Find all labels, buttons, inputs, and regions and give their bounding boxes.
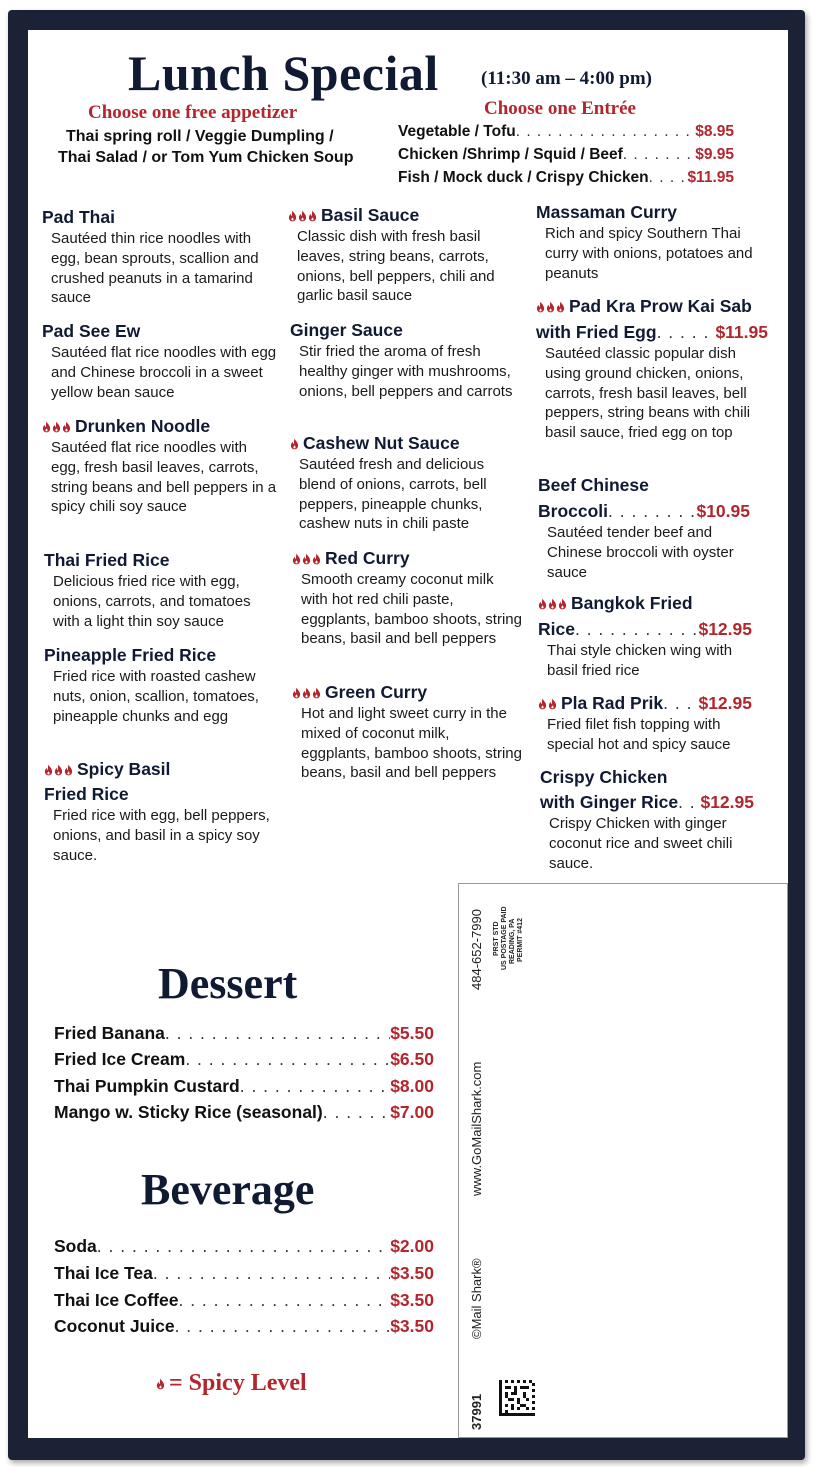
entree-row: Fish / Mock duck / Crispy Chicken . . . $11.95 bbox=[398, 169, 734, 187]
dish-pad-kra-prow bbox=[536, 296, 768, 443]
dish-name: Red Curry bbox=[325, 548, 410, 568]
dish-price: $11.95 bbox=[715, 322, 768, 342]
lunch-hours: (11:30 am – 4:00 pm) bbox=[481, 68, 652, 89]
chili-flame-icon bbox=[292, 687, 321, 699]
dessert-title: Dessert bbox=[158, 959, 298, 1008]
dish-name: Cashew Nut Sauce bbox=[303, 433, 460, 453]
dish-description: Rich and spicy Southern Thai curry with onions, potatoes and peanuts bbox=[545, 225, 753, 282]
dish-spicy-basil-fried-rice bbox=[44, 759, 279, 865]
dish-description: Fried filet fish topping with special hot and spicy sauce bbox=[547, 716, 731, 753]
dish-description: Delicious fried rice with egg, onions, carrots, and tomatoes with a light thin soy sauce bbox=[53, 573, 251, 630]
dish-massaman-curry bbox=[536, 202, 768, 283]
dish-name: Thai Fried Rice bbox=[44, 550, 170, 570]
dish-name: Pla Rad Prik bbox=[561, 693, 664, 713]
dish-cashew-nut-sauce bbox=[290, 433, 520, 534]
dish-name: Beef Chinese bbox=[538, 475, 649, 495]
beverage-item: Soda . . . $2.00 bbox=[54, 1236, 434, 1257]
beverage-item: Coconut Juice . . . $3.50 bbox=[54, 1316, 434, 1337]
dish-description: Sautéed fresh and delicious blend of onions, carrots, bell peppers, pineapple chunks, cashew nuts in chili paste bbox=[299, 456, 487, 533]
dish-description: Sautéed flat rice noodles with egg, fresh basil leaves, carrots, string beans and bell peppers in a spicy chili soy sauce bbox=[51, 439, 277, 516]
beverage-item: Thai Ice Tea . . . $3.50 bbox=[54, 1263, 434, 1284]
dish-description: Sautéed classic popular dish using ground chicken, onions, carrots, fresh basil leaves, bell peppers, string beans with chili basil sauce, fried egg on top bbox=[545, 345, 751, 442]
dish-name: Ginger Sauce bbox=[290, 320, 403, 340]
beverage-title: Beverage bbox=[141, 1165, 315, 1214]
postal-website: www.GoMailShark.com bbox=[469, 1061, 484, 1196]
appetizer-options-line1: Thai spring roll / Veggie Dumpling / bbox=[66, 128, 334, 145]
dish-pineapple-fried-rice bbox=[44, 645, 279, 726]
dish-red-curry bbox=[292, 548, 522, 649]
datamatrix-code-icon bbox=[499, 1380, 535, 1416]
dish-name-line2: Fried Rice bbox=[44, 784, 129, 804]
dish-name: Pineapple Fried Rice bbox=[44, 645, 217, 665]
dish-description: Stir fried the aroma of fresh healthy ginger with mushrooms, onions, bell peppers and carrots bbox=[299, 343, 513, 400]
dish-pla-rad-prik bbox=[538, 693, 752, 755]
postal-permit-line: READING, PA bbox=[509, 918, 516, 964]
chili-flame-icon bbox=[538, 598, 567, 610]
dish-name: Basil Sauce bbox=[321, 205, 420, 225]
dish-name-line2: Rice bbox=[538, 619, 575, 639]
dish-description: Sautéed flat rice noodles with egg and Chinese broccoli in a sweet yellow bean sauce bbox=[51, 344, 277, 401]
dish-basil-sauce bbox=[288, 205, 518, 306]
dish-beef-chinese-broccoli bbox=[538, 475, 750, 582]
postal-indicia-panel bbox=[458, 883, 788, 1438]
spicy-legend bbox=[156, 1370, 307, 1397]
chili-flame-icon bbox=[156, 1378, 165, 1390]
dish-price: $12.95 bbox=[700, 792, 754, 812]
dish-description: Hot and light sweet curry in the mixed of coconut milk, eggplants, bamboo shoots, string beans, basil and bell peppers bbox=[301, 705, 522, 782]
dish-ginger-sauce bbox=[290, 320, 520, 401]
postal-phone: 484-652-7990 bbox=[469, 909, 484, 990]
dish-description: Thai style chicken wing with basil fried rice bbox=[547, 642, 733, 679]
beverage-item: Thai Ice Coffee . . . $3.50 bbox=[54, 1290, 434, 1311]
dish-pad-thai bbox=[42, 207, 277, 308]
chili-flame-icon bbox=[292, 553, 321, 565]
dish-name: Green Curry bbox=[325, 682, 428, 702]
appetizer-heading: Choose one free appetizer bbox=[88, 102, 298, 123]
dish-crispy-chicken-ginger-rice bbox=[540, 767, 754, 873]
menu-page bbox=[28, 30, 788, 1438]
dish-description: Sautéed tender beef and Chinese broccoli with oyster sauce bbox=[547, 524, 734, 581]
dish-drunken-noodle bbox=[42, 416, 277, 517]
dish-green-curry bbox=[292, 682, 522, 783]
chili-flame-icon bbox=[42, 421, 71, 433]
dish-name-line2: Broccoli bbox=[538, 501, 609, 521]
dessert-item: Mango w. Sticky Rice (seasonal) . . . $7.00 bbox=[54, 1102, 434, 1123]
dish-description: Sautéed thin rice noodles with egg, bean sprouts, scallion and crushed peanuts in a tamarind sauce bbox=[51, 230, 259, 307]
dish-description: Classic dish with fresh basil leaves, string beans, carrots, onions, bell peppers, chili and garlic basil sauce bbox=[297, 228, 495, 305]
chili-flame-icon bbox=[290, 438, 299, 450]
dish-pad-see-ew bbox=[42, 321, 277, 402]
chili-flame-icon bbox=[288, 210, 317, 222]
page-title: Lunch Special bbox=[128, 45, 439, 101]
dish-name: Drunken Noodle bbox=[75, 416, 211, 436]
dish-name: Pad Thai bbox=[42, 207, 115, 227]
chili-flame-icon bbox=[536, 301, 565, 313]
entree-row: Chicken /Shrimp / Squid / Beef . . . $9.95 bbox=[398, 146, 734, 164]
postal-permit-line: PRST STD bbox=[493, 921, 500, 956]
dish-description: Smooth creamy coconut milk with hot red chili paste, eggplants, bamboo shoots, string beans, basil and bell peppers bbox=[301, 571, 522, 648]
dish-name: Pad See Ew bbox=[42, 321, 141, 341]
dish-price: $12.95 bbox=[698, 619, 752, 639]
appetizer-options-line2: Thai Salad / or Tom Yum Chicken Soup bbox=[58, 149, 354, 166]
dish-description: Fried rice with egg, bell peppers, onions, and basil in a spicy soy sauce. bbox=[53, 807, 270, 864]
dessert-item: Fried Ice Cream . . . $6.50 bbox=[54, 1049, 434, 1070]
dish-price: $10.95 bbox=[696, 501, 750, 521]
dish-thai-fried-rice bbox=[44, 550, 279, 631]
dish-name: Massaman Curry bbox=[536, 202, 678, 222]
chili-flame-icon bbox=[44, 764, 73, 776]
entree-row: Vegetable / Tofu . . . $8.95 bbox=[398, 123, 734, 141]
dessert-item: Fried Banana . . . $5.50 bbox=[54, 1023, 434, 1044]
postal-copyright: ©Mail Shark® bbox=[469, 1258, 484, 1339]
entree-heading: Choose one Entrée bbox=[484, 98, 636, 119]
dish-description: Crispy Chicken with ginger coconut rice and sweet chili sauce. bbox=[549, 815, 733, 872]
postal-permit-line: PERMIT #412 bbox=[517, 918, 524, 962]
dish-name: Spicy Basil bbox=[77, 759, 171, 779]
dish-description: Fried rice with roasted cashew nuts, onion, scallion, tomatoes, pineapple chunks and egg bbox=[53, 668, 259, 725]
postal-code: 37991 bbox=[469, 1393, 484, 1430]
spicy-legend-text: = Spicy Level bbox=[169, 1370, 307, 1396]
dessert-item: Thai Pumpkin Custard . . . $8.00 bbox=[54, 1076, 434, 1097]
dish-price: $12.95 bbox=[698, 693, 752, 713]
dish-name: Bangkok Fried bbox=[571, 593, 693, 613]
dish-name: Pad Kra Prow Kai Sab bbox=[569, 296, 752, 316]
dish-name-line2: with Fried Egg bbox=[536, 322, 657, 342]
postal-permit-line: US POSTAGE PAID bbox=[501, 906, 508, 970]
dish-name: Crispy Chicken bbox=[540, 767, 668, 787]
dish-bangkok-fried-rice bbox=[538, 593, 752, 681]
dish-name-line2: with Ginger Rice bbox=[540, 792, 679, 812]
chili-flame-icon bbox=[538, 698, 557, 710]
